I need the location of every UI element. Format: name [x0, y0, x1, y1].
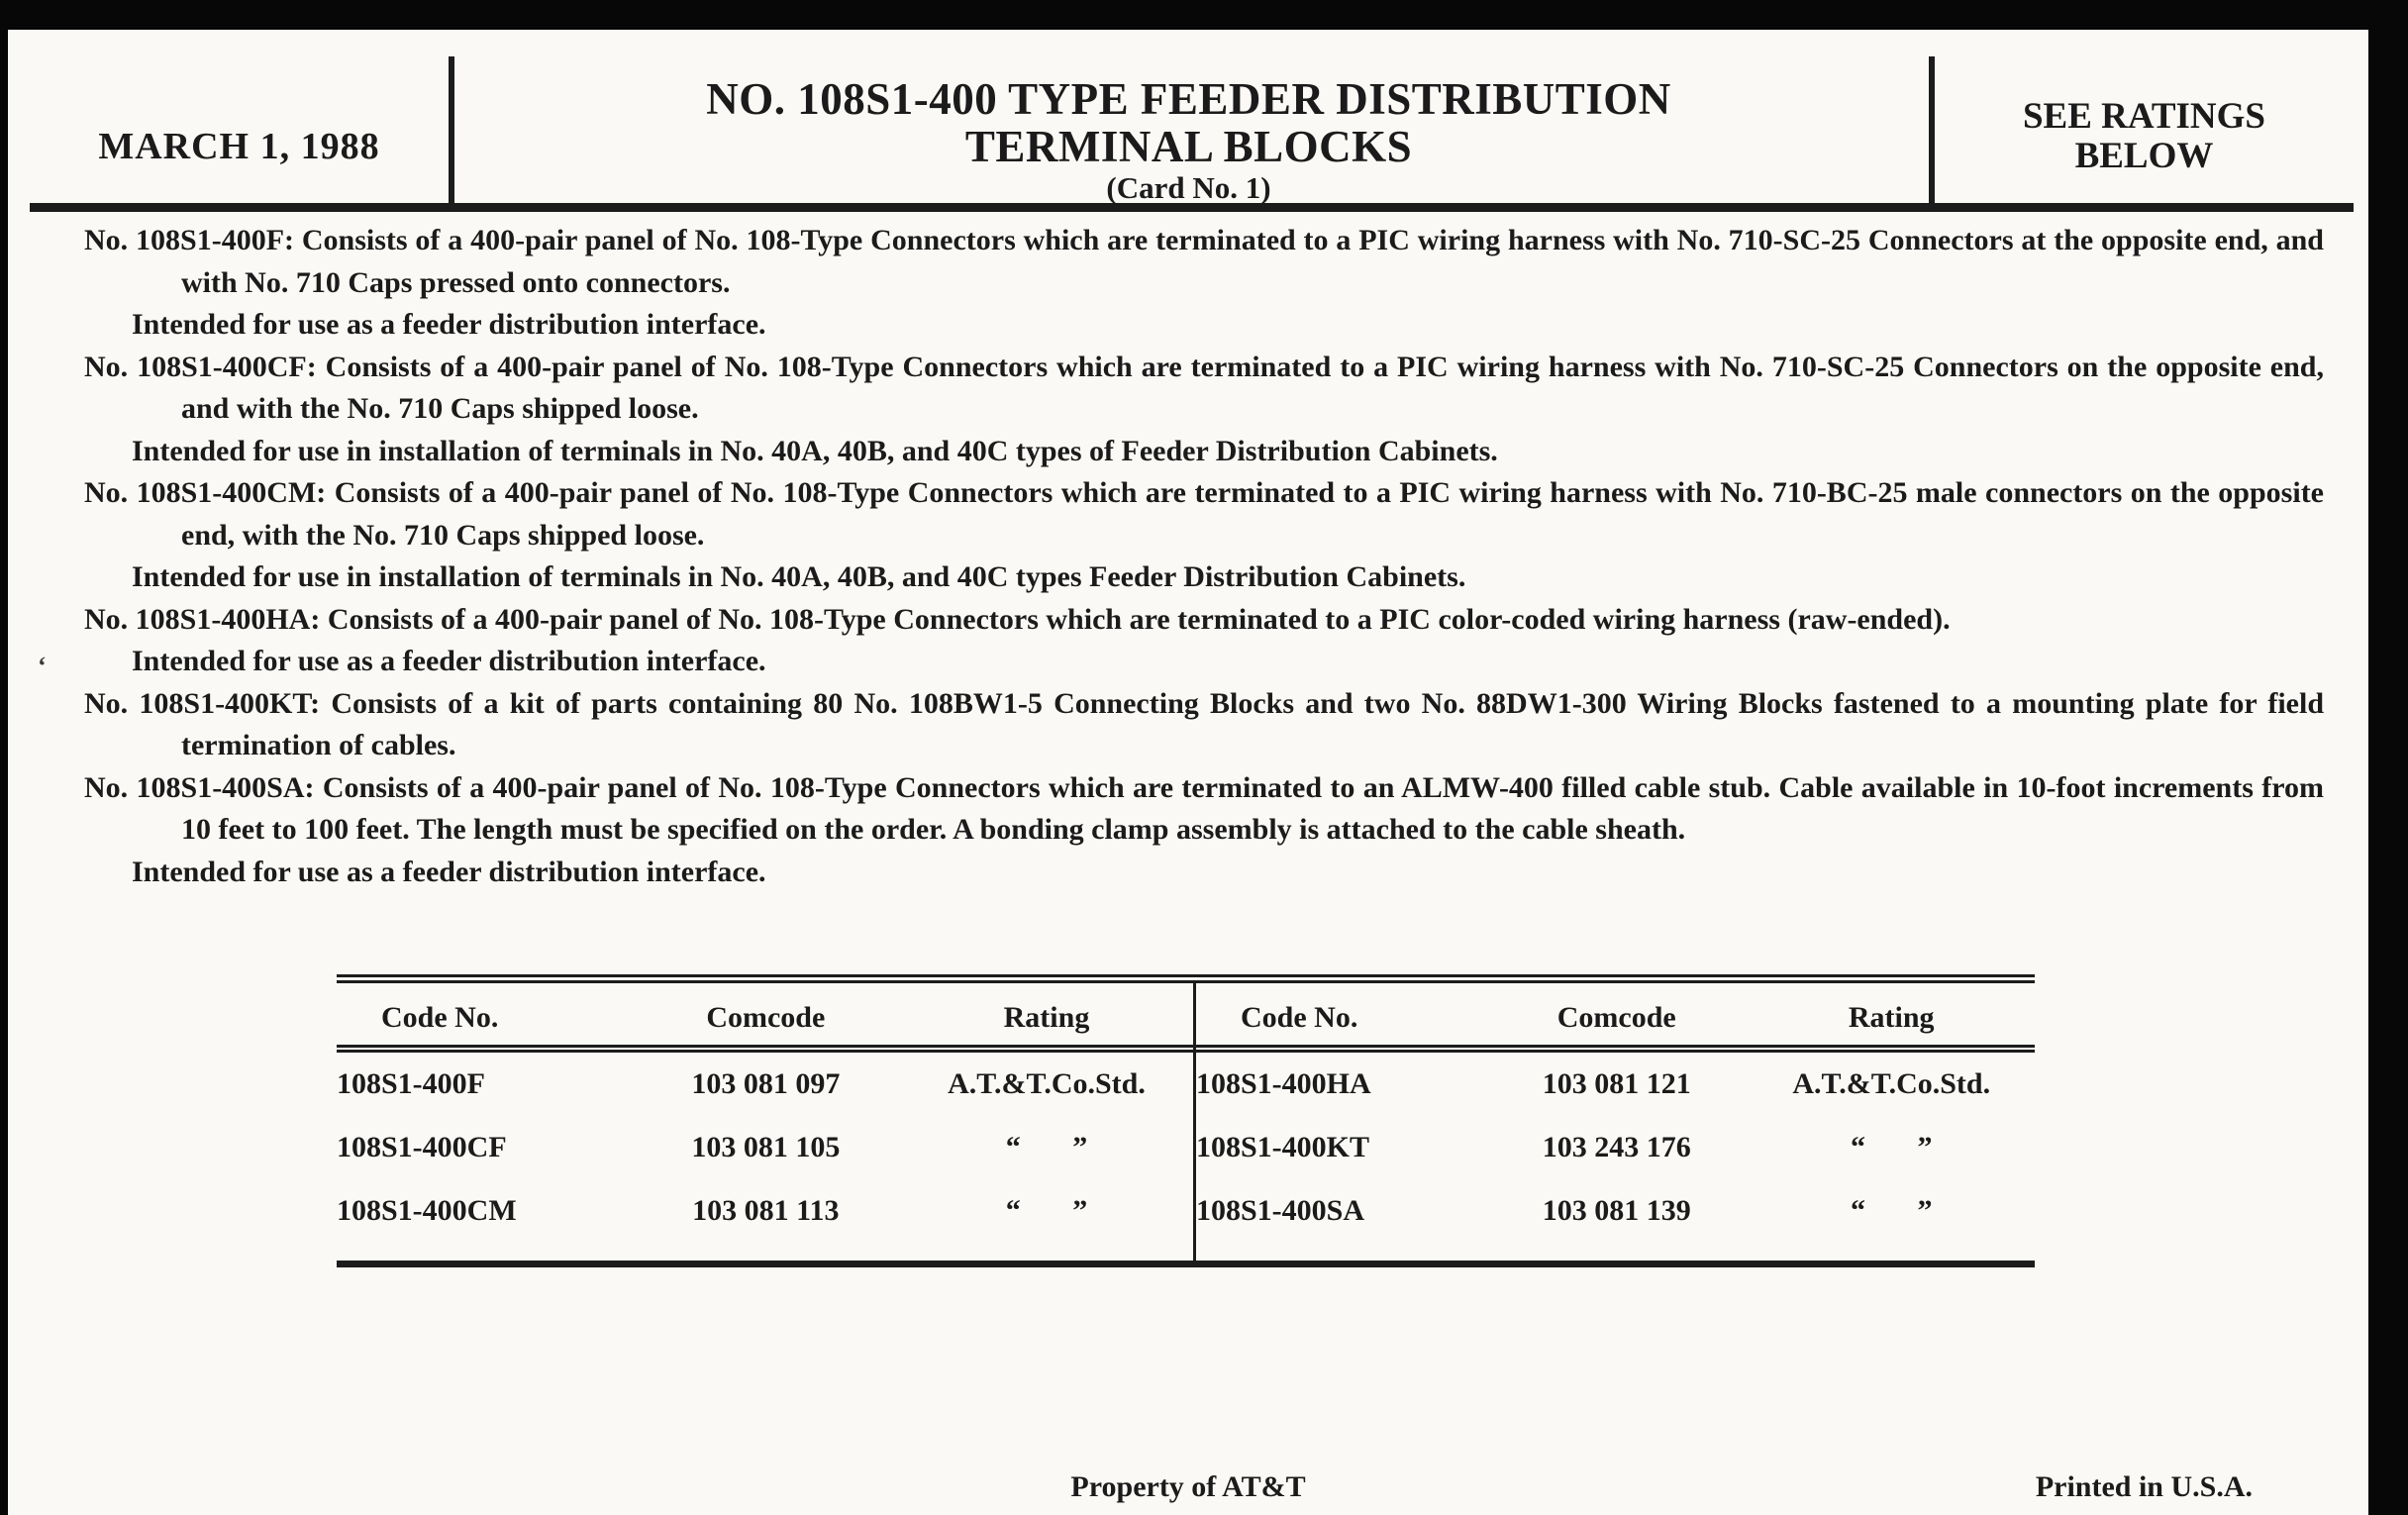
ratings-note-line1: SEE RATINGS [2022, 96, 2266, 137]
comcode-cell: 103 081 097 [691, 1067, 841, 1100]
printed-notice: Printed in U.S.A. [2035, 1470, 2253, 1503]
column-header-code: Code No. [1196, 983, 1485, 1049]
page-title-line1: NO. 108S1-400 TYPE FEEDER DISTRIBUTION [706, 74, 1671, 124]
entry-intended-use: Intended for use in installation of terminals in No. 40A, 40B, and 40C types Feeder Distribution Cabinets. [132, 560, 1466, 593]
rating-ditto-cell: “ ” [1005, 1194, 1088, 1227]
entry-intended-use: Intended for use as a feeder distribution interface. [132, 645, 766, 677]
entry-108s1-400kt [84, 683, 2324, 767]
product-descriptions [84, 220, 2324, 893]
entry-description: No. 108S1-400HA: Consists of a 400-pair panel of No. 108-Type Connectors which are terminated to a PIC color-coded wiring harness (raw-ended). [84, 602, 1951, 636]
entry-description: No. 108S1-400CM: Consists of a 400-pair panel of No. 108-Type Connectors which are terminated to a PIC wiring harness with No. 710-BC-25 male connectors on the opposite end, with the No. 710 Caps shipped loose. [84, 476, 2324, 552]
comcode-cell: 103 243 176 [1542, 1131, 1691, 1163]
ratings-table [337, 974, 2035, 1267]
entry-108s1-400f [84, 220, 2324, 347]
entry-description: No. 108S1-400SA: Consists of a 400-pair panel of No. 108-Type Connectors which are terminated to an ALMW-400 filled cable stub. Cable available in 10-foot increments from 10 feet to 100 feet. The length must be specified on the order. A bonding clamp assembly is attached to the cable sheath. [84, 770, 2324, 846]
table-row [337, 1049, 1193, 1116]
entry-description: No. 108S1-400F: Consists of a 400-pair panel of No. 108-Type Connectors which are terminated to a PIC wiring harness with No. 710-SC-25 Connectors at the opposite end, and with No. 710 Caps pressed onto connectors. [84, 224, 2324, 299]
rating-ditto-cell: “ ” [1005, 1131, 1088, 1163]
comcode-cell: 103 081 113 [692, 1194, 840, 1227]
page-title-line2: TERMINAL BLOCKS [964, 122, 1413, 171]
entry-description: No. 108S1-400CF: Consists of a 400-pair panel of No. 108-Type Connectors which are terminated to a PIC wiring harness with No. 710-SC-25 Connectors on the opposite end, and with the No. 710 Caps shipped loose. [84, 350, 2324, 425]
header [30, 30, 2354, 212]
code-no-cell: 108S1-400F [337, 1067, 485, 1100]
rating-cell: A.T.&T.Co.Std. [1792, 1067, 1991, 1100]
entry-description: No. 108S1-400KT: Consists of a kit of parts containing 80 No. 108BW1-5 Connecting Blocks and two No. 88DW1-300 Wiring Blocks fastened to a mounting plate for field termination of cables. [84, 686, 2324, 761]
entry-intended-use: Intended for use as a feeder distribution interface. [132, 308, 766, 341]
comcode-cell: 103 081 139 [1542, 1194, 1691, 1227]
rating-ditto-cell: “ ” [1850, 1131, 1933, 1163]
rating-cell: A.T.&T.Co.Std. [948, 1067, 1146, 1100]
table-row [1196, 1116, 2035, 1179]
code-no-cell: 108S1-400CF [337, 1131, 507, 1163]
table-row [337, 1116, 1193, 1179]
code-no-cell: 108S1-400SA [1196, 1194, 1365, 1227]
comcode-cell: 103 081 121 [1542, 1067, 1691, 1100]
entry-intended-use: Intended for use as a feeder distribution interface. [132, 855, 766, 888]
footer [8, 1467, 2368, 1507]
header-date-cell [30, 30, 449, 203]
column-header-rating: Rating [900, 983, 1193, 1049]
entry-108s1-400cm [84, 472, 2324, 599]
entry-108s1-400sa [84, 767, 2324, 894]
comcode-cell: 103 081 105 [691, 1131, 841, 1163]
ratings-note-line2: BELOW [2074, 136, 2214, 176]
code-no-cell: 108S1-400CM [337, 1194, 517, 1227]
ratings-table-right-half [1196, 983, 2035, 1261]
issue-date: MARCH 1, 1988 [98, 126, 380, 167]
property-notice: Property of AT&T [1070, 1470, 1306, 1503]
code-no-cell: 108S1-400HA [1196, 1067, 1371, 1100]
table-row [1196, 1179, 2035, 1243]
entry-108s1-400cf [84, 347, 2324, 473]
data-card [8, 30, 2368, 1515]
column-header-rating: Rating [1748, 983, 2035, 1049]
header-ratings-cell [1935, 30, 2354, 203]
table-row [1196, 1049, 2035, 1116]
rating-ditto-cell: “ ” [1850, 1194, 1933, 1227]
column-header-comcode: Comcode [1485, 983, 1748, 1049]
table-row [337, 1179, 1193, 1243]
column-header-code: Code No. [337, 983, 632, 1049]
entry-intended-use: Intended for use in installation of terminals in No. 40A, 40B, and 40C types of Feeder Distribution Cabinets. [132, 434, 1498, 467]
header-title-cell [454, 30, 1923, 203]
entry-108s1-400ha [84, 599, 2324, 683]
code-no-cell: 108S1-400KT [1196, 1131, 1370, 1163]
scan-artifact-mark: ‘ [38, 652, 47, 680]
column-header-comcode: Comcode [632, 983, 900, 1049]
ratings-table-left-half [337, 983, 1196, 1261]
card-number: (Card No. 1) [1106, 170, 1271, 205]
